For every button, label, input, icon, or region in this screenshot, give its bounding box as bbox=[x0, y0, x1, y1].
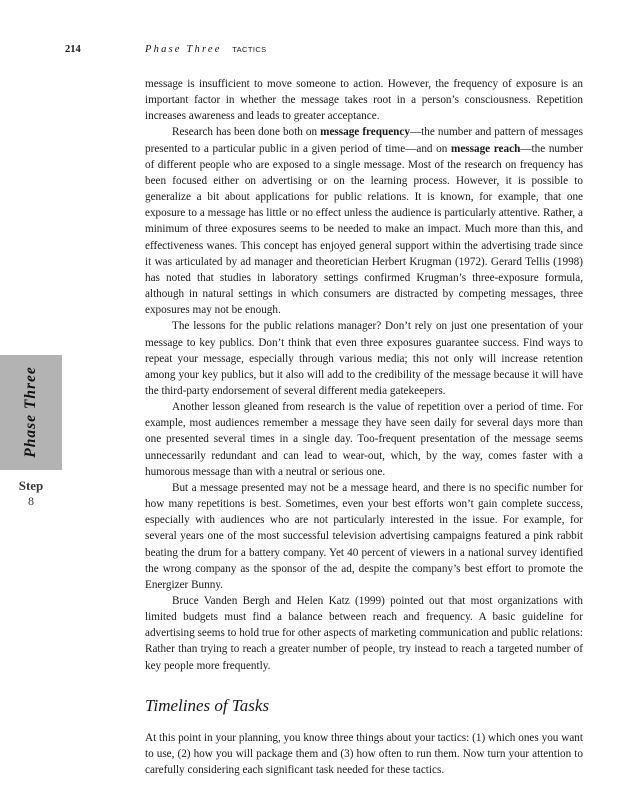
paragraph-5: But a message presented may not be a message heard, and there is no specific number for how many repetitions is best. Sometimes, even your best efforts won’t gain complete success, especially with audiences who are not particularly interested in the issue. For example, for several years one of the most successful television advertising campaigns featured a pink rabbit beating the drum for a battery company. Yet 40 percent of viewers in a national survey identified the wrong company as the sponsor of the ad, despite the company’s best effort to promote the Energizer Bunny. bbox=[145, 481, 583, 591]
running-header bbox=[0, 44, 643, 58]
paragraph-4: Another lesson gleaned from research is the value of repetition over a period of time. For example, most audiences remember a message they have seen daily for several days more than one presented several times in a single day. Too-frequent presentation of the message seems unnecessarily redundant and can lead to wear-out, which, by the way, comes faster with a humorous message than with a neutral or serious one. bbox=[145, 401, 583, 478]
running-head bbox=[145, 44, 267, 55]
phase-side-tab bbox=[0, 355, 62, 470]
paragraph-7: At this point in your planning, you know three things about your tactics: (1) which ones you want to use, (2) how you will package them and (3) how often to run them. Now turn your attention to carefully considering each significant task needed for these tactics. bbox=[145, 731, 583, 777]
paragraph-2-text-e: —the number of different people who are exposed to a single message. Most of the research on frequency has been focused either on advertising or on the learning process. However, it is possible to generalize a bit about applications for public relations. It is known, for example, that one exposure to a message has little or no effect unless the audience is particularly attentive. Rather, a minimum of three exposures seems to be needed to make an impact. Much more than this, and effectiveness wanes. This concept has enjoyed general support within the advertising trade since it was articulated by ad manager and theoretician Herbert Krugman (1972). Gerard Tellis (1998) has noted that studies in laboratory settings confirmed Krugman’s three-exposure formula, although in natural settings in which consumers are distracted by competing messages, three exposures may not be enough. bbox=[145, 142, 583, 317]
section-heading: Timelines of Tasks bbox=[145, 695, 270, 715]
paragraph-1: message is insufficient to move someone to action. However, the frequency of exposure is an important factor in whether the message takes root in a person’s consciousness. Repetition increases awareness and leads to greater acceptance. bbox=[145, 78, 583, 123]
term-message-reach: message reach bbox=[451, 142, 521, 155]
step-number: 8 bbox=[28, 494, 34, 508]
paragraph-3: The lessons for the public relations manager? Don’t rely on just one presentation of your message to key publics. Don’t think that even three exposures guarantee success. Find ways to repeat your message, especially through various media; this not only will increase retention among your key publics, but it also will add to the credibility of the message because it will have the third-party endorsement of several different media gatekeepers. bbox=[145, 320, 583, 397]
running-head-section: TACTICS bbox=[232, 45, 267, 54]
page-body bbox=[145, 76, 583, 778]
paragraph-2-text-c: —the number and pattern of messages presented to a particular public in a given period of time—and on bbox=[145, 126, 583, 155]
term-message-frequency: message frequency bbox=[320, 126, 410, 139]
running-head-phase: Phase Three bbox=[145, 44, 222, 55]
step-label: Step bbox=[18, 478, 44, 493]
page-number: 214 bbox=[65, 44, 81, 55]
paragraph-6: Bruce Vanden Bergh and Helen Katz (1999) pointed out that most organizations with limited budgets must find a balance between reach and frequency. A basic guideline for advertising seems to hold true for other aspects of marketing communication and public relations: Rather than trying to reach a greater number of people, try instead to reach a targeted number of key people more frequently. bbox=[145, 595, 583, 672]
paragraph-2 bbox=[145, 124, 583, 318]
side-tab-label: Phase Three bbox=[22, 366, 39, 458]
paragraph-2-text-a: Research has been done both on bbox=[172, 126, 321, 139]
